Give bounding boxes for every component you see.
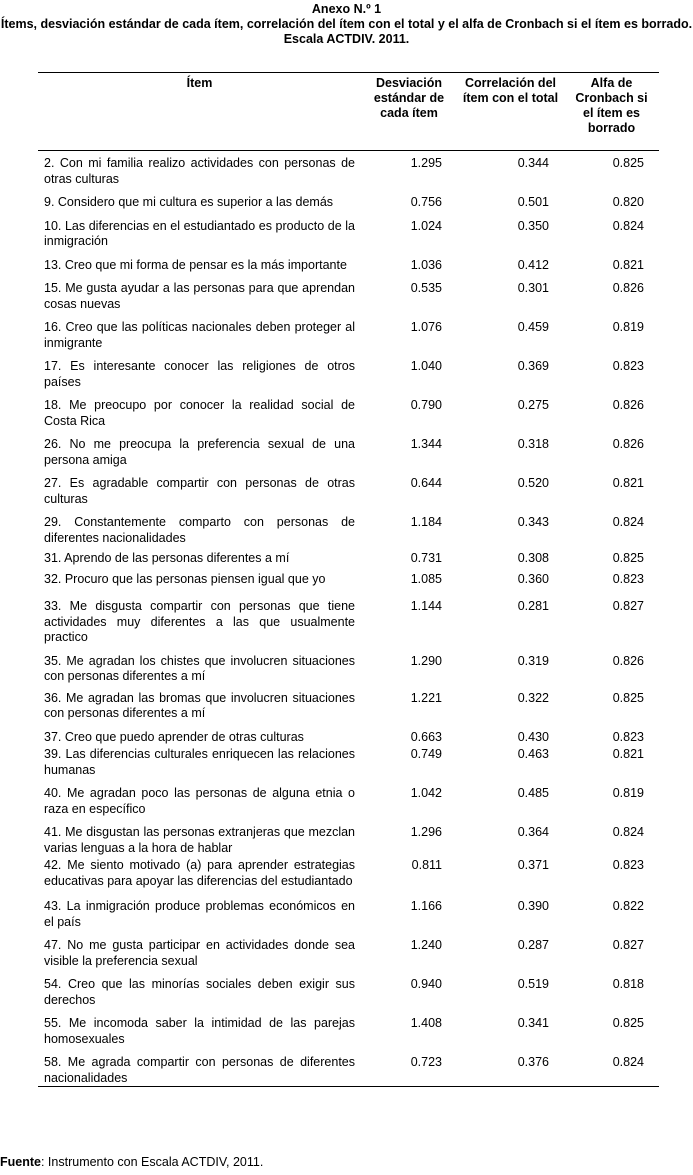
correlation-cell: 0.501 <box>517 195 549 209</box>
correlation-cell: 0.281 <box>517 599 549 613</box>
correlation-cell: 0.371 <box>517 858 549 872</box>
std-dev-cell: 0.940 <box>410 977 442 991</box>
alpha-cell: 0.824 <box>612 1055 644 1069</box>
std-dev-cell: 1.024 <box>410 218 442 233</box>
correlation-cell: 0.319 <box>517 653 549 668</box>
correlation-cell: 0.343 <box>517 515 549 529</box>
std-dev-cell: 0.811 <box>411 858 442 872</box>
item-cell: 55. Me incomoda saber la intimidad de las parejas homosexuales <box>44 1016 355 1046</box>
alpha-cell: 0.822 <box>612 899 644 913</box>
table-row <box>38 977 659 1016</box>
correlation-cell: 0.308 <box>517 551 549 565</box>
correlation-cell: 0.364 <box>517 825 549 839</box>
table-row <box>38 219 659 258</box>
items-table <box>38 72 659 1087</box>
item-cell: 10. Las diferencias en el estudiantado es producto de la inmigración <box>44 218 355 248</box>
item-cell: 26. No me preocupa la preferencia sexual de una persona amiga <box>44 437 355 467</box>
table-row <box>38 730 659 748</box>
correlation-cell: 0.390 <box>517 899 549 913</box>
item-cell: 32. Procuro que las personas piensen igual que yo <box>44 571 326 586</box>
std-dev-cell: 1.076 <box>410 320 442 334</box>
item-cell: 16. Creo que las políticas nacionales deben proteger al inmigrante <box>44 320 355 350</box>
correlation-cell: 0.430 <box>517 729 549 744</box>
correlation-cell: 0.350 <box>517 218 549 233</box>
table-row <box>38 156 659 195</box>
annex-number: Anexo N.º 1 <box>311 2 382 16</box>
table-row <box>38 599 659 654</box>
alpha-cell: 0.818 <box>612 977 644 991</box>
std-dev-cell: 0.749 <box>410 747 442 761</box>
alpha-cell: 0.824 <box>612 825 644 839</box>
alpha-cell: 0.824 <box>612 515 644 529</box>
alpha-cell: 0.825 <box>612 690 644 705</box>
alpha-cell: 0.823 <box>612 571 644 586</box>
table-row <box>38 654 659 691</box>
correlation-cell: 0.360 <box>517 571 549 586</box>
correlation-cell: 0.287 <box>517 938 549 952</box>
table-row <box>38 551 659 572</box>
table-row <box>38 858 659 899</box>
item-cell: 54. Creo que las minorías sociales deben exigir sus derechos <box>44 977 355 1007</box>
header-correlation: Correlación del ítem con el total <box>462 76 559 105</box>
table-body <box>38 151 659 1086</box>
correlation-cell: 0.301 <box>517 281 549 295</box>
item-cell: 58. Me agrada compartir con personas de diferentes nacionalidades <box>44 1055 355 1085</box>
std-dev-cell: 0.663 <box>410 729 442 744</box>
alpha-cell: 0.819 <box>612 786 644 800</box>
table-row <box>38 572 659 600</box>
std-dev-cell: 1.040 <box>410 359 442 373</box>
alpha-cell: 0.826 <box>612 437 644 451</box>
alpha-cell: 0.821 <box>612 747 644 761</box>
std-dev-cell: 1.166 <box>410 899 442 913</box>
alpha-cell: 0.821 <box>612 476 644 490</box>
source-note <box>0 1155 263 1170</box>
header-alpha: Alfa de Cronbach si el ítem es borrado <box>575 76 648 135</box>
correlation-cell: 0.485 <box>517 786 549 800</box>
correlation-cell: 0.519 <box>517 977 549 991</box>
std-dev-cell: 1.240 <box>410 938 442 952</box>
table-row <box>38 899 659 938</box>
item-cell: 15. Me gusta ayudar a las personas para que aprendan cosas nuevas <box>44 281 355 311</box>
table-row <box>38 786 659 825</box>
annex-heading <box>0 2 693 47</box>
std-dev-cell: 1.295 <box>410 156 442 170</box>
item-cell: 40. Me agradan poco las personas de alguna etnia o raza en específico <box>44 786 355 816</box>
std-dev-cell: 0.644 <box>410 476 442 490</box>
alpha-cell: 0.823 <box>612 359 644 373</box>
alpha-cell: 0.826 <box>612 281 644 295</box>
std-dev-cell: 0.790 <box>410 398 442 412</box>
alpha-cell: 0.827 <box>612 599 644 613</box>
correlation-cell: 0.520 <box>517 476 549 490</box>
item-cell: 33. Me disgusta compartir con personas que tiene actividades muy diferentes a las que usualmente practico <box>44 599 355 644</box>
correlation-cell: 0.318 <box>517 437 549 451</box>
table-row <box>38 281 659 320</box>
item-cell: 36. Me agradan las bromas que involucren situaciones con personas diferentes a mí <box>44 690 355 720</box>
correlation-cell: 0.344 <box>517 156 549 170</box>
std-dev-cell: 1.144 <box>410 599 442 613</box>
std-dev-cell: 1.036 <box>410 257 442 272</box>
std-dev-cell: 1.408 <box>410 1016 442 1030</box>
std-dev-cell: 1.042 <box>410 786 442 800</box>
table-header <box>38 73 659 151</box>
alpha-cell: 0.825 <box>612 1016 644 1030</box>
item-cell: 29. Constantemente comparto con personas de diferentes nacionalidades <box>44 515 355 545</box>
alpha-cell: 0.823 <box>612 729 644 744</box>
alpha-cell: 0.823 <box>612 858 644 872</box>
table-row <box>38 195 659 219</box>
correlation-cell: 0.412 <box>517 257 549 272</box>
table-row <box>38 398 659 437</box>
item-cell: 37. Creo que puedo aprender de otras culturas <box>44 729 304 744</box>
correlation-cell: 0.341 <box>517 1016 549 1030</box>
table-row <box>38 691 659 730</box>
correlation-cell: 0.369 <box>517 359 549 373</box>
item-cell: 18. Me preocupo por conocer la realidad social de Costa Rica <box>44 398 355 428</box>
alpha-cell: 0.825 <box>612 551 644 565</box>
alpha-cell: 0.821 <box>612 257 644 272</box>
std-dev-cell: 1.290 <box>410 653 442 668</box>
item-cell: 41. Me disgustan las personas extranjeras que mezclan varias lenguas a la hora de hablar <box>44 825 355 855</box>
item-cell: 43. La inmigración produce problemas económicos en el país <box>44 899 355 929</box>
correlation-cell: 0.463 <box>517 747 549 761</box>
table-row <box>38 359 659 398</box>
source-text: : Instrumento con Escala ACTDIV, 2011. <box>40 1155 264 1169</box>
std-dev-cell: 0.731 <box>410 551 442 565</box>
table-row <box>38 1055 659 1086</box>
header-std-dev: Desviación estándar de cada ítem <box>373 76 445 120</box>
std-dev-cell: 0.535 <box>410 281 442 295</box>
item-cell: 13. Creo que mi forma de pensar es la más importante <box>44 257 347 272</box>
table-row <box>38 825 659 858</box>
alpha-cell: 0.827 <box>612 938 644 952</box>
table-row <box>38 258 659 282</box>
alpha-cell: 0.826 <box>612 398 644 412</box>
std-dev-cell: 1.296 <box>410 825 442 839</box>
table-row <box>38 320 659 359</box>
alpha-cell: 0.826 <box>612 653 644 668</box>
std-dev-cell: 1.221 <box>410 690 442 705</box>
table-row <box>38 938 659 977</box>
correlation-cell: 0.322 <box>517 690 549 705</box>
item-cell: 9. Considero que mi cultura es superior a las demás <box>44 195 334 209</box>
source-label: Fuente <box>0 1155 41 1169</box>
alpha-cell: 0.825 <box>612 156 644 170</box>
table-row <box>38 476 659 515</box>
item-cell: 17. Es interesante conocer las religiones de otros países <box>44 359 355 389</box>
std-dev-cell: 0.723 <box>410 1055 442 1069</box>
std-dev-cell: 0.756 <box>410 195 442 209</box>
item-cell: 2. Con mi familia realizo actividades con personas de otras culturas <box>44 156 355 186</box>
table-row <box>38 437 659 476</box>
std-dev-cell: 1.344 <box>410 437 442 451</box>
alpha-cell: 0.819 <box>612 320 644 334</box>
correlation-cell: 0.275 <box>517 398 549 412</box>
correlation-cell: 0.376 <box>517 1055 549 1069</box>
header-item: Ítem <box>186 76 213 90</box>
table-row <box>38 747 659 786</box>
item-cell: 47. No me gusta participar en actividades donde sea visible la preferencia sexual <box>44 938 355 968</box>
table-row <box>38 515 659 551</box>
std-dev-cell: 1.184 <box>410 515 442 529</box>
item-cell: 31. Aprendo de las personas diferentes a mí <box>44 551 290 565</box>
item-cell: 27. Es agradable compartir con personas de otras culturas <box>44 476 355 506</box>
alpha-cell: 0.820 <box>612 195 644 209</box>
std-dev-cell: 1.085 <box>410 571 442 586</box>
table-row <box>38 1016 659 1055</box>
correlation-cell: 0.459 <box>517 320 549 334</box>
item-cell: 42. Me siento motivado (a) para aprender estrategias educativas para apoyar las diferencias del estudiantado <box>44 858 355 888</box>
item-cell: 35. Me agradan los chistes que involucren situaciones con personas diferentes a mí <box>44 653 355 683</box>
alpha-cell: 0.824 <box>612 218 644 233</box>
table-title: Ítems, desviación estándar de cada ítem, correlación del ítem con el total y el alfa de Cronbach si el ítem es borrado. Escala ACTDIV. 2011. <box>0 17 693 46</box>
item-cell: 39. Las diferencias culturales enriquecen las relaciones humanas <box>44 747 355 777</box>
